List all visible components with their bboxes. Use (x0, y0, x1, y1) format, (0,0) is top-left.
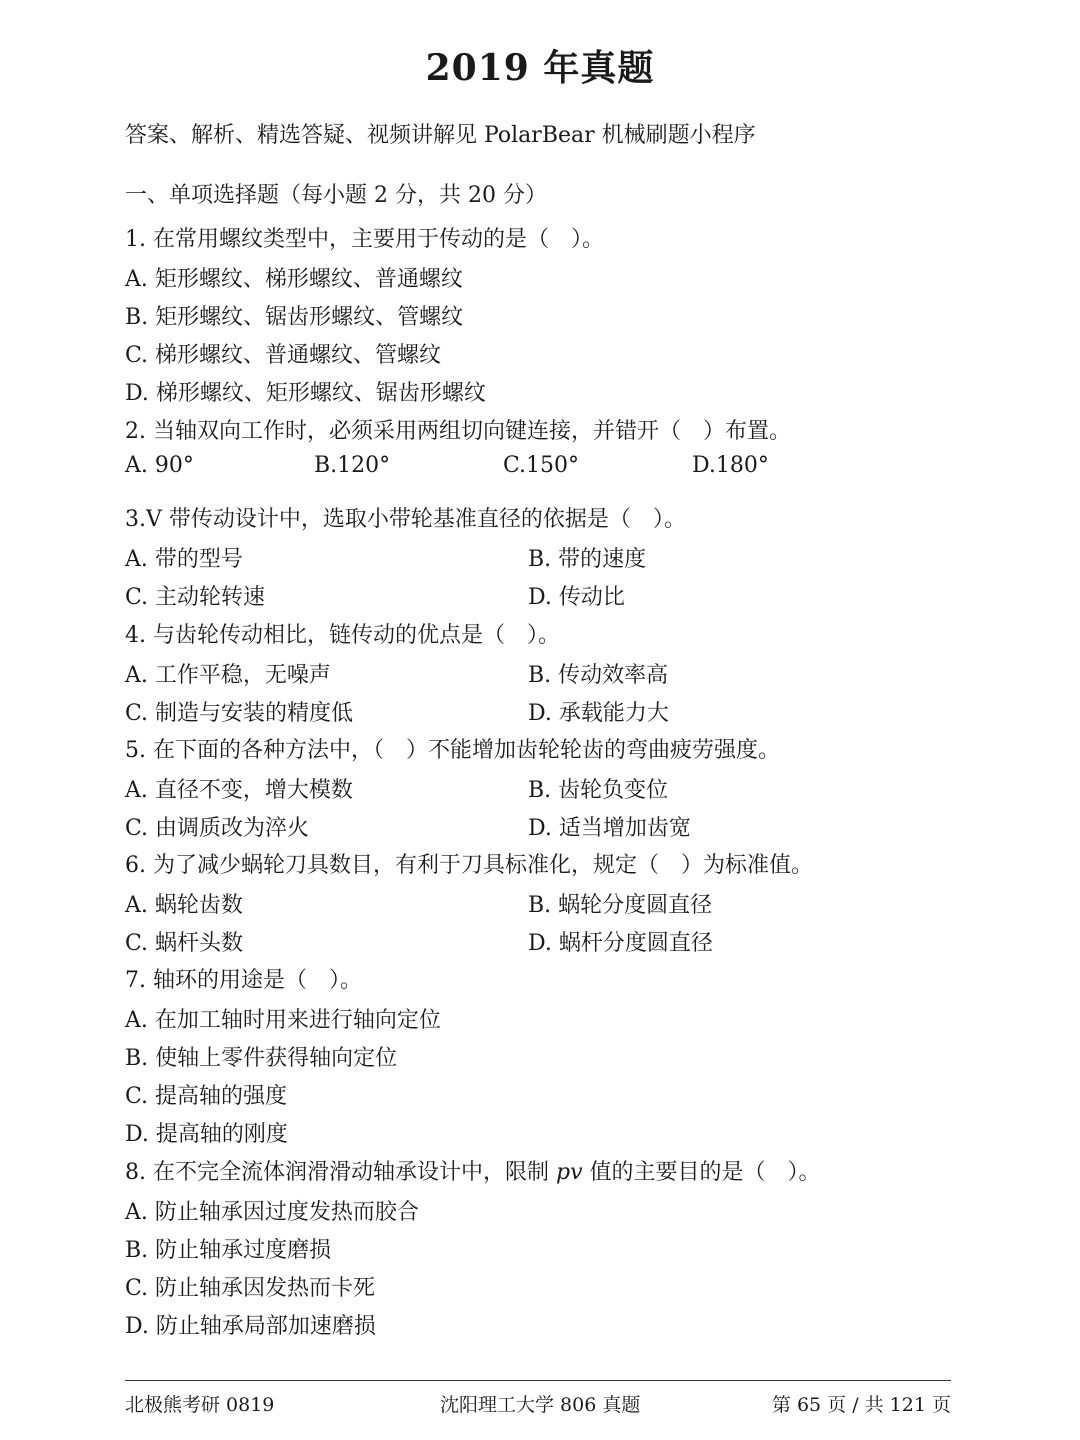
question-7-option-b: B. 使轴上零件获得轴向定位 (125, 1046, 398, 1071)
question-3-option-a: A. 带的型号 (125, 547, 243, 572)
question-5-option-a: A. 直径不变，增大模数 (125, 778, 353, 803)
question-4-stem: 4. 与齿轮传动相比，链传动的优点是（ ）。 (125, 623, 560, 648)
question-2-option-b: B.120° (314, 453, 391, 478)
footer-center-text: 沈阳理工大学 806 真题 (440, 1394, 641, 1416)
question-6-option-c: C. 蜗杆头数 (125, 931, 244, 956)
question-8-variable: pv (555, 1160, 583, 1185)
question-2-stem: 2. 当轴双向工作时，必须采用两组切向键连接，并错开（ ）布置。 (125, 419, 791, 444)
question-8-stem (125, 1155, 821, 1186)
footer-divider (125, 1380, 951, 1381)
question-1-stem: 1. 在常用螺纹类型中，主要用于传动的是（ ）。 (125, 227, 604, 252)
footer-left-text: 北极熊考研 0819 (125, 1394, 275, 1416)
page-title: 2019 年真题 (425, 47, 655, 89)
question-8-stem-prefix: 8. 在不完全流体润滑滑动轴承设计中，限制 (125, 1160, 556, 1185)
question-2-option-d: D.180° (692, 453, 769, 478)
question-3-option-b: B. 带的速度 (528, 547, 647, 572)
question-5-stem: 5. 在下面的各种方法中，（ ）不能增加齿轮轮齿的弯曲疲劳强度。 (125, 738, 780, 763)
question-7-option-a: A. 在加工轴时用来进行轴向定位 (125, 1008, 441, 1033)
question-5-option-c: C. 由调质改为淬火 (125, 816, 310, 841)
question-5-option-b: B. 齿轮负变位 (528, 778, 669, 803)
question-6-stem: 6. 为了减少蜗轮刀具数目，有利于刀具标准化，规定（ ）为标准值。 (125, 853, 813, 878)
question-2-option-a: A. 90° (125, 453, 194, 478)
question-8-option-b: B. 防止轴承过度磨损 (125, 1238, 332, 1263)
question-2-option-c: C.150° (503, 453, 580, 478)
question-1-option-a: A. 矩形螺纹、梯形螺纹、普通螺纹 (125, 267, 463, 292)
question-7-option-c: C. 提高轴的强度 (125, 1084, 288, 1109)
question-6-option-d: D. 蜗杆分度圆直径 (528, 931, 713, 956)
question-7-stem: 7. 轴环的用途是（ ）。 (125, 968, 362, 993)
question-4-option-c: C. 制造与安装的精度低 (125, 701, 354, 726)
question-6-option-a: A. 蜗轮齿数 (125, 893, 243, 918)
question-8-stem-suffix: 值的主要目的是（ ）。 (582, 1160, 821, 1185)
section-heading: 一、单项选择题（每小题 2 分，共 20 分） (125, 183, 547, 208)
question-4-option-d: D. 承载能力大 (528, 701, 669, 726)
question-5-option-d: D. 适当增加齿宽 (528, 816, 691, 841)
question-4-option-a: A. 工作平稳，无噪声 (125, 663, 331, 688)
subtitle: 答案、解析、精选答疑、视频讲解见 PolarBear 机械刷题小程序 (125, 123, 756, 148)
question-1-option-d: D. 梯形螺纹、矩形螺纹、锯齿形螺纹 (125, 381, 486, 406)
question-8-option-a: A. 防止轴承因过度发热而胶合 (125, 1200, 419, 1225)
question-1-option-c: C. 梯形螺纹、普通螺纹、管螺纹 (125, 343, 442, 368)
question-3-option-d: D. 传动比 (528, 585, 625, 610)
question-7-option-d: D. 提高轴的刚度 (125, 1122, 288, 1147)
question-8-option-d: D. 防止轴承局部加速磨损 (125, 1314, 376, 1339)
page-number: 第 65 页 / 共 121 页 (771, 1394, 951, 1416)
question-6-option-b: B. 蜗轮分度圆直径 (528, 893, 713, 918)
question-3-option-c: C. 主动轮转速 (125, 585, 266, 610)
question-1-option-b: B. 矩形螺纹、锯齿形螺纹、管螺纹 (125, 305, 464, 330)
question-8-option-c: C. 防止轴承因发热而卡死 (125, 1276, 376, 1301)
question-4-option-b: B. 传动效率高 (528, 663, 669, 688)
question-3-stem: 3.V 带传动设计中，选取小带轮基准直径的依据是（ ）。 (125, 507, 686, 532)
